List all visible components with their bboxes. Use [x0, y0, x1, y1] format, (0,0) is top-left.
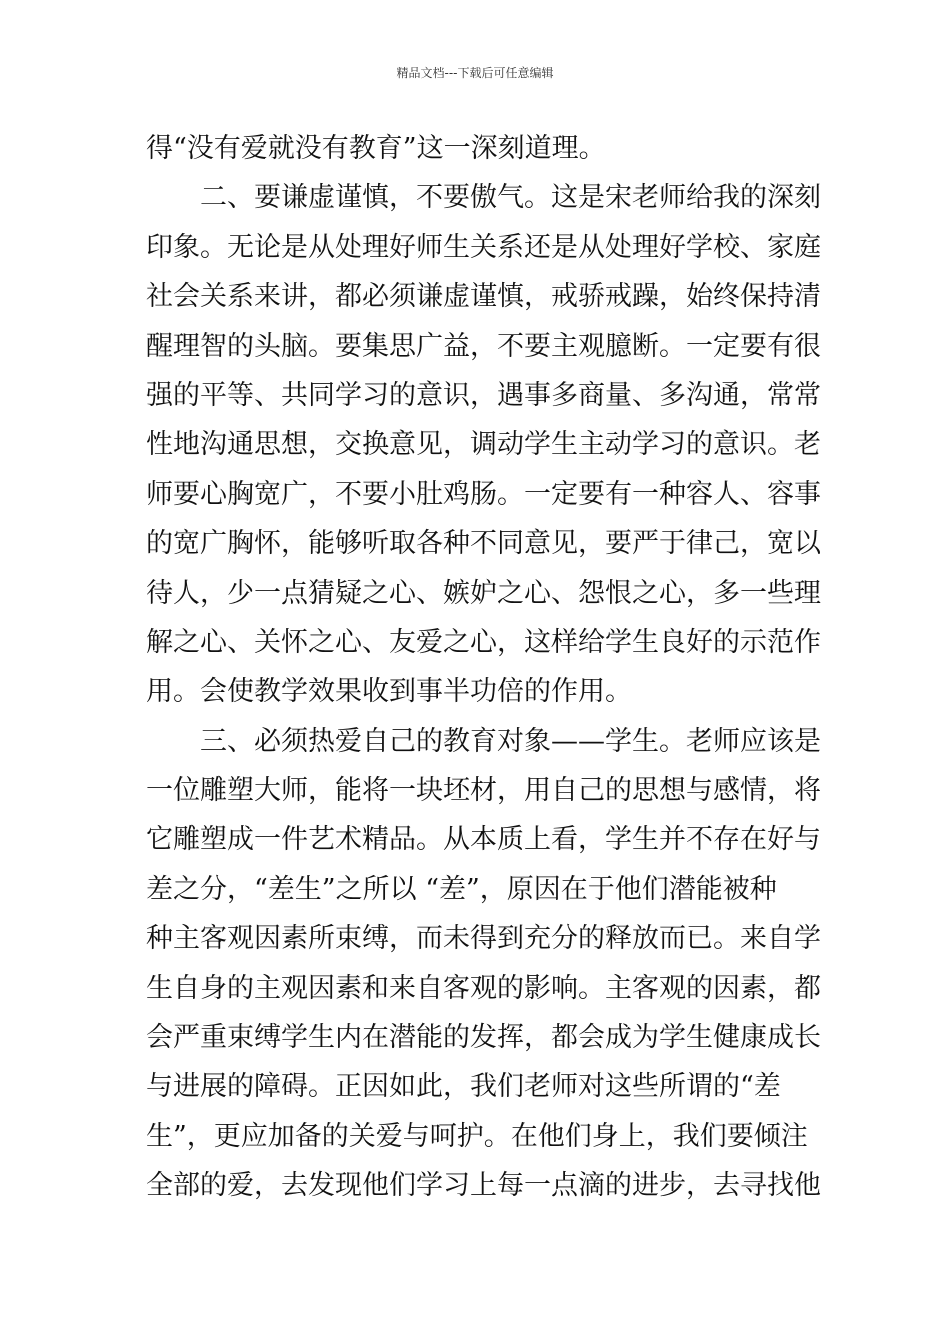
text-line: 的宽广胸怀，能够听取各种不同意见，要严于律己，宽以 — [146, 528, 821, 560]
text-line: 它雕塑成一件艺术精品。从本质上看，学生并不存在好与 — [146, 824, 821, 856]
text-line: 差之分，“差生”之所以 “差”，原因在于他们潜能被种 — [146, 873, 777, 905]
text-line: 印象。无论是从处理好师生关系还是从处理好学校、家庭 — [146, 231, 821, 263]
text-line: 与进展的障碍。正因如此，我们老师对这些所谓的“差 — [146, 1071, 781, 1103]
text-line: 强的平等、共同学习的意识，遇事多商量、多沟通，常常 — [146, 379, 821, 411]
text-line: 用。会使教学效果收到事半功倍的作用。 — [146, 676, 632, 708]
text-line: 生”，更应加备的关爱与呵护。在他们身上，我们要倾注 — [146, 1120, 808, 1152]
text-line: 生自身的主观因素和来自客观的影响。主客观的因素，都 — [146, 972, 821, 1004]
text-line: 全部的爱，去发现他们学习上每一点滴的进步，去寻找他 — [146, 1170, 821, 1202]
text-line: 得“没有爱就没有教育”这一深刻道理。 — [146, 133, 606, 164]
text-line: 待人，少一点猜疑之心、嫉妒之心、怨恨之心，多一些理 — [146, 577, 821, 609]
text-line: 三、必须热爱自己的教育对象——学生。老师应该是 — [200, 725, 821, 757]
page-header: 精品文档---下载后可任意编辑 — [396, 66, 554, 80]
text-line: 性地沟通思想，交换意见，调动学生主动学习的意识。老 — [146, 429, 821, 461]
body-text — [146, 124, 826, 1211]
text-line: 解之心、关怀之心、友爱之心，这样给学生良好的示范作 — [146, 626, 821, 658]
text-line: 一位雕塑大师，能将一块坯材，用自己的思想与感情，将 — [146, 775, 821, 807]
text-line: 师要心胸宽广，不要小肚鸡肠。一定要有一种容人、容事 — [146, 478, 821, 510]
text-line: 二、要谦虚谨慎，不要傲气。这是宋老师给我的深刻 — [200, 182, 821, 214]
text-line: 醒理智的头脑。要集思广益，不要主观臆断。一定要有很 — [146, 330, 821, 362]
text-line: 种主客观因素所束缚，而未得到充分的释放而已。来自学 — [146, 923, 821, 955]
text-line: 社会关系来讲，都必须谦虚谨慎，戒骄戒躁，始终保持清 — [146, 281, 821, 313]
text-line: 会严重束缚学生内在潜能的发挥，都会成为学生健康成长 — [146, 1022, 821, 1054]
